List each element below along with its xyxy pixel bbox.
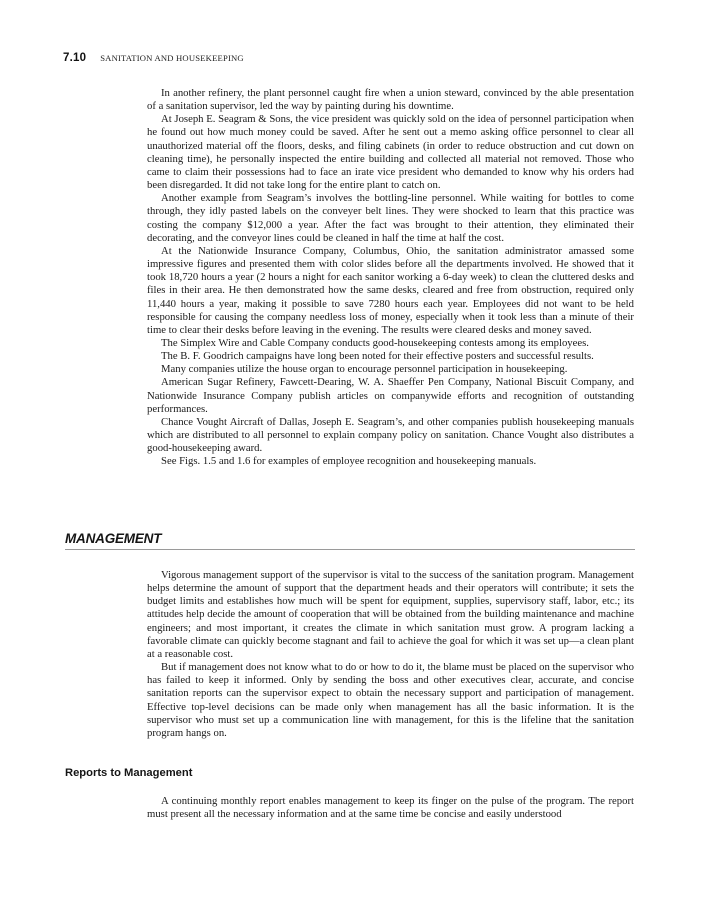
page-number: 7.10 [63,52,87,64]
paragraph: The Simplex Wire and Cable Company conducts good-housekeeping contests among its employees. [161,336,589,349]
paragraph: At the Nationwide Insurance Company, Columbus, Ohio, the sanitation administrator amassed some impressive figures and presented them with color slides before all the departments involved. He showed that it took 18,720 hours a year (2 hours a night for each sanitor working a 6-day week) to clean the cluttered desks and files in their area. He then demonstrated how the same desks, cleared and free from obstruction, required only 11,440 hours a year, making it possible to save 7280 hours each year. Employees did not want to be held responsible for causing the company needless loss of money, especially when it took less than a minute of their time to clear their desks before leaving in the evening. The results were cleared desks and money saved. [147,244,634,336]
paragraph: A continuing monthly report enables management to keep its finger on the pulse of the program. The report must present all the necessary information and at the same time be concise and easily understood [147,795,634,821]
paragraph: Vigorous management support of the supervisor is vital to the success of the sanitation program. Management helps determine the amount of support that the department heads and their operators will contribute; it sets the budget limits and establishes how much will be spent for equipment, supplies, supervisory staff, labor, etc.; its attitudes help decide the amount of cooperation that will be obtained from the building maintenance and machine engineers; and most important, it creates the climate in which sanitation must grow. A program lacking a favorable climate can quickly become stagnant and fail to achieve the goal for which it was set up—a clean plant at a reasonable cost. [147,569,634,660]
paragraph: Another example from Seagram’s involves the bottling-line personnel. While waiting for bottles to come through, they idly pasted labels on the conveyer belt lines. They were shocked to learn that this practice was costing the company $12,000 a year. After the fact was brought to their attention, they eliminated their decorating, and the conveyor lines could be cleaned in half the time at half the cost. [147,192,634,244]
paragraph: At Joseph E. Seagram & Sons, the vice president was quickly sold on the idea of personnel participation when he found out how much money could be saved. After he sent out a memo asking office personnel to clear all unauthorized material off the floors, desks, and filing cabinets (in order to reduce obstruction and cut down on cleaning time), he personally inspected the entire building and collected all material not removed. Those who came to claim their possessions had to face an irate vice president who demanded to know why his orders had been disregarded. It did not take long for the entire plant to catch on. [147,113,634,192]
paragraph: Many companies utilize the house organ to encourage personnel participation in housekeeping. [161,363,568,376]
section-heading-management: MANAGEMENT [65,531,635,550]
running-head [63,52,244,66]
running-title: SANITATION AND HOUSEKEEPING [100,53,244,63]
intro-text-block [147,87,634,469]
paragraph: In another refinery, the plant personnel caught fire when a union steward, convinced by the able presentation of a sanitation supervisor, led the way by painting during his downtime. [147,87,634,113]
management-text-block [147,569,634,740]
paragraph: But if management does not know what to do or how to do it, the blame must be placed on the supervisor who has failed to keep it informed. Only by sending the boss and other executives clear, accurate, and concise sanitation reports can the supervisor expect to obtain the necessary support and participation of management. Effective top-level decisions can be made only when management has all the basic information. It is the supervisor who must set up a communication line with management, for this is the lifeline that the sanitation program hangs on. [147,661,634,739]
paragraph: American Sugar Refinery, Fawcett-Dearing, W. A. Shaeffer Pen Company, National Biscuit Company, and Nationwide Insurance Company publish articles on companywide efforts and recognition of outstanding performances. [147,376,634,415]
subsection-heading-reports: Reports to Management [65,767,193,779]
paragraph: Chance Vought Aircraft of Dallas, Joseph E. Seagram’s, and other companies publish housekeeping manuals which are distributed to all personnel to explain company policy on sanitation. Chance Vought also distributes a good-housekeeping award. [147,415,634,455]
reports-text-block [147,795,634,821]
paragraph: See Figs. 1.5 and 1.6 for examples of employee recognition and housekeeping manuals. [161,455,537,468]
paragraph: The B. F. Goodrich campaigns have long been noted for their effective posters and successful results. [161,350,594,363]
